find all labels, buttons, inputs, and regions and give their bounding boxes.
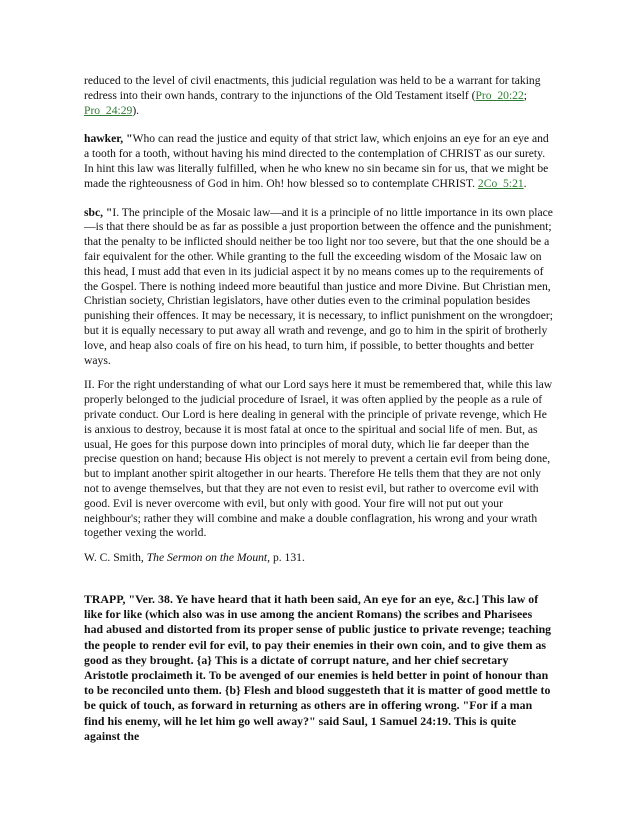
sbc-paragraph-1: [84, 206, 554, 369]
sbc-paragraph-2: II. For the right understanding of what our Lord says here it must be remembered that, while this law properly belonged to the judicial procedure of Israel, it was often applied by the people as a rule of private conduct. Our Lord is here dealing in general with the principle of private revenge, which He is anxious to destroy, because it is most fatal at once to the spiritual and social life of men. But, as usual, He goes for this purpose down into principles of moral duty, which lie far deeper than the precise question on hand; because His object is not merely to prevent a certain evil from being done, but to implant another spirit altogether in our hearts. Therefore He tells them that they are not only not to avenge themselves, but that they are not even to resist evil, but rather to overcome evil with good. Evil is never overcome with evil, but only with good. Your fire will not put out your neighbour's; rather they will combine and make a double conflagration, his wrong and your wrath together vexing the world.: [84, 378, 553, 540]
paragraph-text: reduced to the level of civil enactments, this judicial regulation was held to be a warrant for taking redress into their own hands, contrary to the injunctions of the Old Testament itself (: [84, 74, 541, 102]
hawker-paragraph: [84, 132, 554, 191]
hawker-label: hawker, ": [84, 132, 133, 146]
scripture-link-2co-5-21[interactable]: 2Co_5:21: [477, 176, 524, 190]
trapp-paragraph: TRAPP, "Ver. 38. Ye have heard that it hath been said, An eye for an eye, &c.] This law of like for like (which also was in use among the ancient Romans) the scribes and Pharisees had abused and distorted from its proper sense of public justice to private revenge; teaching the people to render evil for evil, to pay their enemies in their own coin, and to give them as good as they brought. {a} This is a dictate of corrupt nature, and her chief secretary Aristotle proclaimeth it. To be avenged of our enemies is held better in point of honour than to be reconciled unto them. {b} Flesh and blood suggesteth that it is matter of good mettle to be quick of touch, as forward in returning as others are in offering wrong. "For if a man find his enemy, will he let him go well away?" said Saul, 1 Samuel 24:19. This is quite against the: [84, 591, 552, 743]
citation-title: The Sermon on the Mount,: [146, 551, 271, 565]
scripture-link-pro-20-22[interactable]: Pro_20:22: [475, 88, 524, 102]
paragraph-continuation: [84, 74, 554, 118]
scripture-link-pro-24-29[interactable]: Pro_24:29: [84, 103, 133, 117]
paragraph-end: ).: [132, 103, 140, 117]
citation-author: W. C. Smith,: [84, 551, 147, 565]
sbc-citation: [84, 551, 554, 566]
sbc-text-1: I. The principle of the Mosaic law—and it is a principle of no little importance in its own place—is that there should be as far as possible a just proportion between the offence and the punishment; that the penalty to be inflicted should neither be too light nor too severe, but that the one should be a fair equivalent for the other. While granting to the full the exceeding wisdom of the Mosaic law on this head, I must add that even in its judicial aspect it by no means comes up to the requirements of the Gospel. There is nothing indeed more beautiful than justice and more Divine. But Christian men, Christian society, Christian legislators, have other duties even to the criminal population besides punishing their offences. It may be necessary, it is necessary, to inflict punishment on the wrongdoer; but it is equally necessary to put away all wrath and revenge, and go to him in the spirit of brotherly love, and heap also coals of fire on his head, to turn him, if possible, to better thoughts and better ways.: [84, 205, 553, 367]
hawker-text: Who can read the justice and equity of that strict law, which enjoins an eye for an eye and a tooth for a tooth, without having his mind directed to the contemplation of CHRIST as our surety. In hint this law was literally fulfilled, when he who knew no sin became sin for us, that we might be made the righteousness of God in him. Oh! how blessed so to contemplate CHRIST.: [84, 132, 549, 190]
separator: ;: [523, 88, 528, 102]
sbc-label: sbc, ": [84, 205, 113, 219]
document-body: [84, 74, 554, 744]
citation-page: p. 131.: [270, 551, 305, 565]
hawker-end: .: [523, 176, 527, 190]
